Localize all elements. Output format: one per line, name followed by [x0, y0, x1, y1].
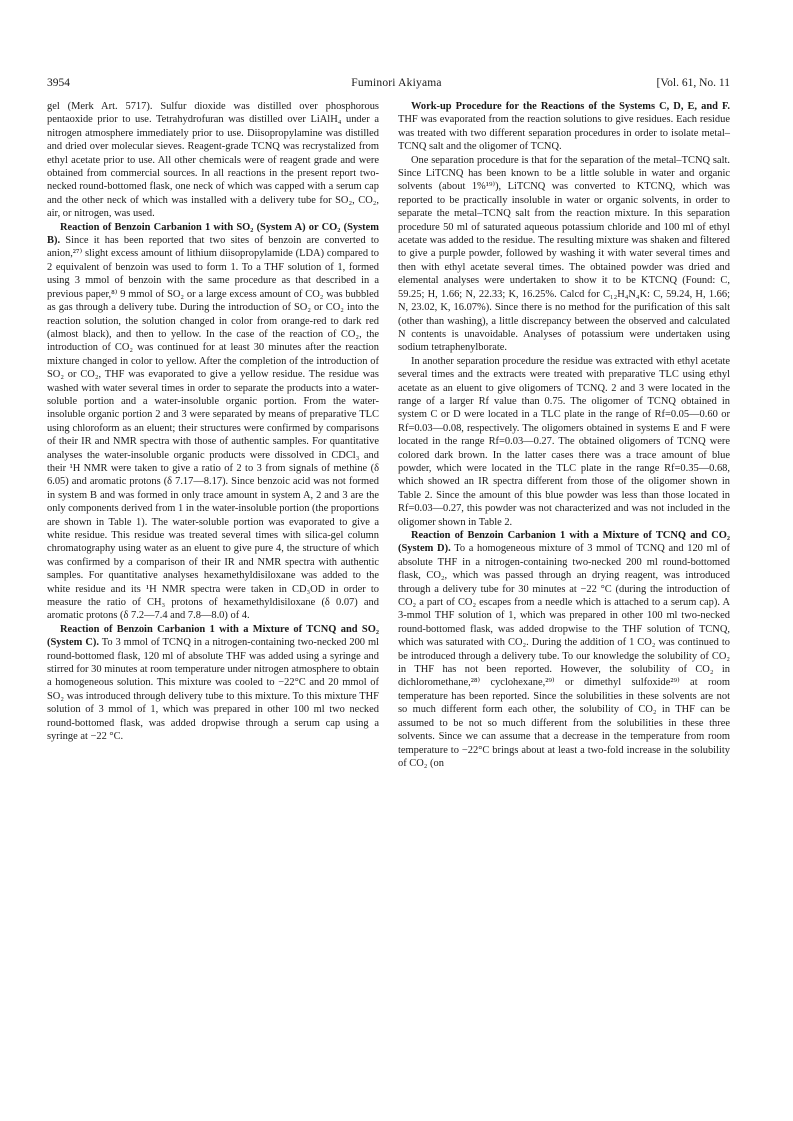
section-body: THF was evaporated from the reaction solutions to give residues. Each residue was treated with two different separation procedures in order to isolate metal–TCNQ salt and the oligomer of TCNQ.	[398, 114, 730, 153]
section-body: To a homogeneous mixture of 3 mmol of TCNQ and 120 ml of absolute THF in a nitrogen-containing two-necked 200 ml round-bottomed flask, CO₂, which was passed through an drying reagent, was introduced through a delivery tube for 30 minutes at −22 °C (during the introduction of CO₂ a part of CO₂ escapes from a needle which is attached to a serum cap). A 3-mmol THF solution of 1, which was prepared in other 100 ml two-necked round-bottomed flask, was added dropwise to the THF solution of TCNQ, which was saturated with CO₂. During the addition of 1 CO₂ was continued to be introduced through a delivery tube. To our knowledge the solubility of CO₂ in THF has not been reported. However, the solubility of CO₂ in dichloromethane,²⁸⁾ cyclohexane,²⁹⁾ or dimethyl sulfoxide²⁹⁾ at room temperature has been reported. Since the solubilities in these solvents are not so much different form each other, the solubility of CO₂ in THF can be assumed to be not so much different from the solubilities in these three solvents. Since we can assume that a decrease in the temperature from room temperature to −22°C brings about at least a two-fold increase in the solubility of CO₂ (on	[398, 543, 730, 769]
section-system-c	[47, 623, 379, 744]
left-column	[47, 100, 379, 744]
section-system-d	[398, 529, 730, 770]
running-author: Fuminori Akiyama	[351, 77, 442, 89]
section-body: To 3 mmol of TCNQ in a nitrogen-containing two-necked 200 ml round-bottomed flask, 120 ml of absolute THF was added using a syringe and stirred for 30 minutes at room temperature under nitrogen atmosphere to obtain a homogeneous solution. This mixture was cooled to −22°C and 20 mmol of SO₂ was introduced through delivery tube to this mixture. To this mixture THF solution of 3 mmol of 1, which was prepared in other 100 ml two necked round-bottomed flask, was added dropwise through a serum cap using a syringe at −22 °C.	[47, 637, 379, 743]
section-body: Since it has been reported that two sites of benzoin are converted to anion,²⁷⁾ slight excess amount of lithium diisopropylamide (LDA) compared to 2 equivalent of benzoin was used to form 1. To a THF solution of 1, formed using 3 mmol of benzoin with the same procedure as that described in a previous paper,⁸⁾ 9 mmol of SO₂ or a large excess amount of CO₂ was bubbled as gas through a delivery tube. During the introduction of SO₂ or CO₂ into the reaction solution, the solution changed in color from orange-red to dark red (almost black), and then to yellow. In the case of the reaction of CO₂, the introduction of CO₂ was continued for at least 30 minutes after the reaction mixture changed in color to yellow. After the completion of the introduction of SO₂ or CO₂, THF was evaporated to give a yellow residue. The residue was washed with water several times in order to separate the products into a water-soluble portion and a water-insoluble organic portion. From the water-insoluble organic portion 2 and 3 were separated by means of preparative TLC using chloroform as an eluent; their structures were confirmed by comparisons of their IR and NMR spectra with those of authentic samples. For quantitative analyses the water-insoluble organic products were dissolved in CDCl₃ and their ¹H NMR were taken to give a ratio of 2 to 3 from signals of methine (δ 6.05) and aromatic protons (δ 7.17—8.17). Since benzoic acid was not formed in system B and was formed in only trace amount in system A, 2 and 3 are the only components derived from 1 in the water-insoluble portion (the proportions are shown in Table 1). The water-soluble portion was evaporated to give a white residue. This residue was treated several times with silica-gel column chromatography using water as an eluent to give pure 4, the structure of which was confirmed by a comparison of their IR and NMR spectra with authentic samples. For quantitative analyses hexamethyldisiloxane was added to the white residue and its ¹H NMR spectra were taken in CD₃OD in order to measure the ratio of CH₃ protons of hexamethyldisiloxane (δ 0.07) and aromatic protons (δ 7.2—7.4 and 7.8—8.0) of 4.	[47, 235, 380, 622]
section-work-up	[398, 100, 730, 154]
section-heading: Reaction of Benzoin Carbanion 1 with a Mixture of TCNQ and SO₂ (System C).	[47, 623, 379, 649]
section-heading: Reaction of Benzoin Carbanion 1 with a Mixture of TCNQ and CO₂ (System D).	[398, 530, 730, 555]
paragraph-materials: gel (Merk Art. 5717). Sulfur dioxide was distilled over phosphorous pentaoxide prior to use. Tetrahydrofuran was distilled over LiAlH₄ under a nitrogen atmosphere immediately prior to use. Diisopropylamine was distilled and dried over molecular sieves. Reagent-grade TCNQ was recrystalized from ethyl acetate prior to use. All other chemicals were of reagent grade and were obtained from commercial sources. In all reactions in the present report two-necked round-bottomed flask, one neck of which was capped with a serum cap and the other neck of which was installed with a delivery tube for SO₂, CO₂, air, or nitrogen, was used.	[47, 101, 379, 220]
page-number: 3954	[47, 77, 70, 89]
section-system-a-b	[47, 221, 379, 623]
paragraph-separation-oligomer: In another separation procedure the residue was extracted with ethyl acetate several times and the extracts were treated with preparative TLC using ethyl acetate as an eluent to give oligomers of TCNQ. 2 and 3 were located in the range of a larger Rf value than 0.75. The oligomer of TCNQ obtained in system C or D were located in a TLC plate in the range of Rf=0.05—0.60 or Rf=0.03—0.08, respectively. The oligomers obtained in systems E and F were located in the range Rf=0.03—0.27. The obtained oligomers of TCNQ were colored dark brown. In the latter cases there was a trace amount of blue powder, which were located in the TLC plate in the range Rf=0.35—0.68, which showed an IR spectra different from those of the oligomer shown in Table 2. Since the amount of this blue powder was less than those located in Rf=0.03—0.27, this powder was not characterized and was not included in the oligomer shown in Table 2.	[398, 355, 730, 528]
paragraph-separation-salt: One separation procedure is that for the separation of the metal–TCNQ salt. Since LiTCNQ has been known to be a little soluble in water and organic solvents (about 1%¹⁹⁾), LiTCNQ was converted to KTCNQ, which was reported to be practically insoluble in water or organic solvents, in order to separate the metal–TCNQ salt from the reaction mixture. In this separation procedure 50 ml of saturated aqueous potassium chloride and 100 ml of ethyl acetate was added to the residue. The resulting mixture was shaken and filtered to give a purple powder, followed by washing it with water several times and then with ethyl acetate several times. The obtained powder was dried and elemental analyses were undertaken to show it to be KTCNQ (Found: C, 59.25; H, 1.66; N, 22.33; K, 16.25%. Calcd for C₁₂H₄N₄K: C, 59.24, H, 1.66; N, 23.02, K, 16.07%). Since there is no method for the purification of this salt (other than washing), a little discrepancy between the observed and calculated N contents is unavoidable. Analyses of potassium were undertaken using sodium tetraphenylborate.	[398, 154, 730, 354]
section-heading: Reaction of Benzoin Carbanion 1 with SO₂ (System A) or CO₂ (System B).	[47, 221, 379, 247]
right-column	[398, 100, 730, 770]
section-heading: Work-up Procedure for the Reactions of the Systems C, D, E, and F.	[411, 101, 730, 112]
journal-volume-issue: [Vol. 61, No. 11	[656, 77, 730, 89]
